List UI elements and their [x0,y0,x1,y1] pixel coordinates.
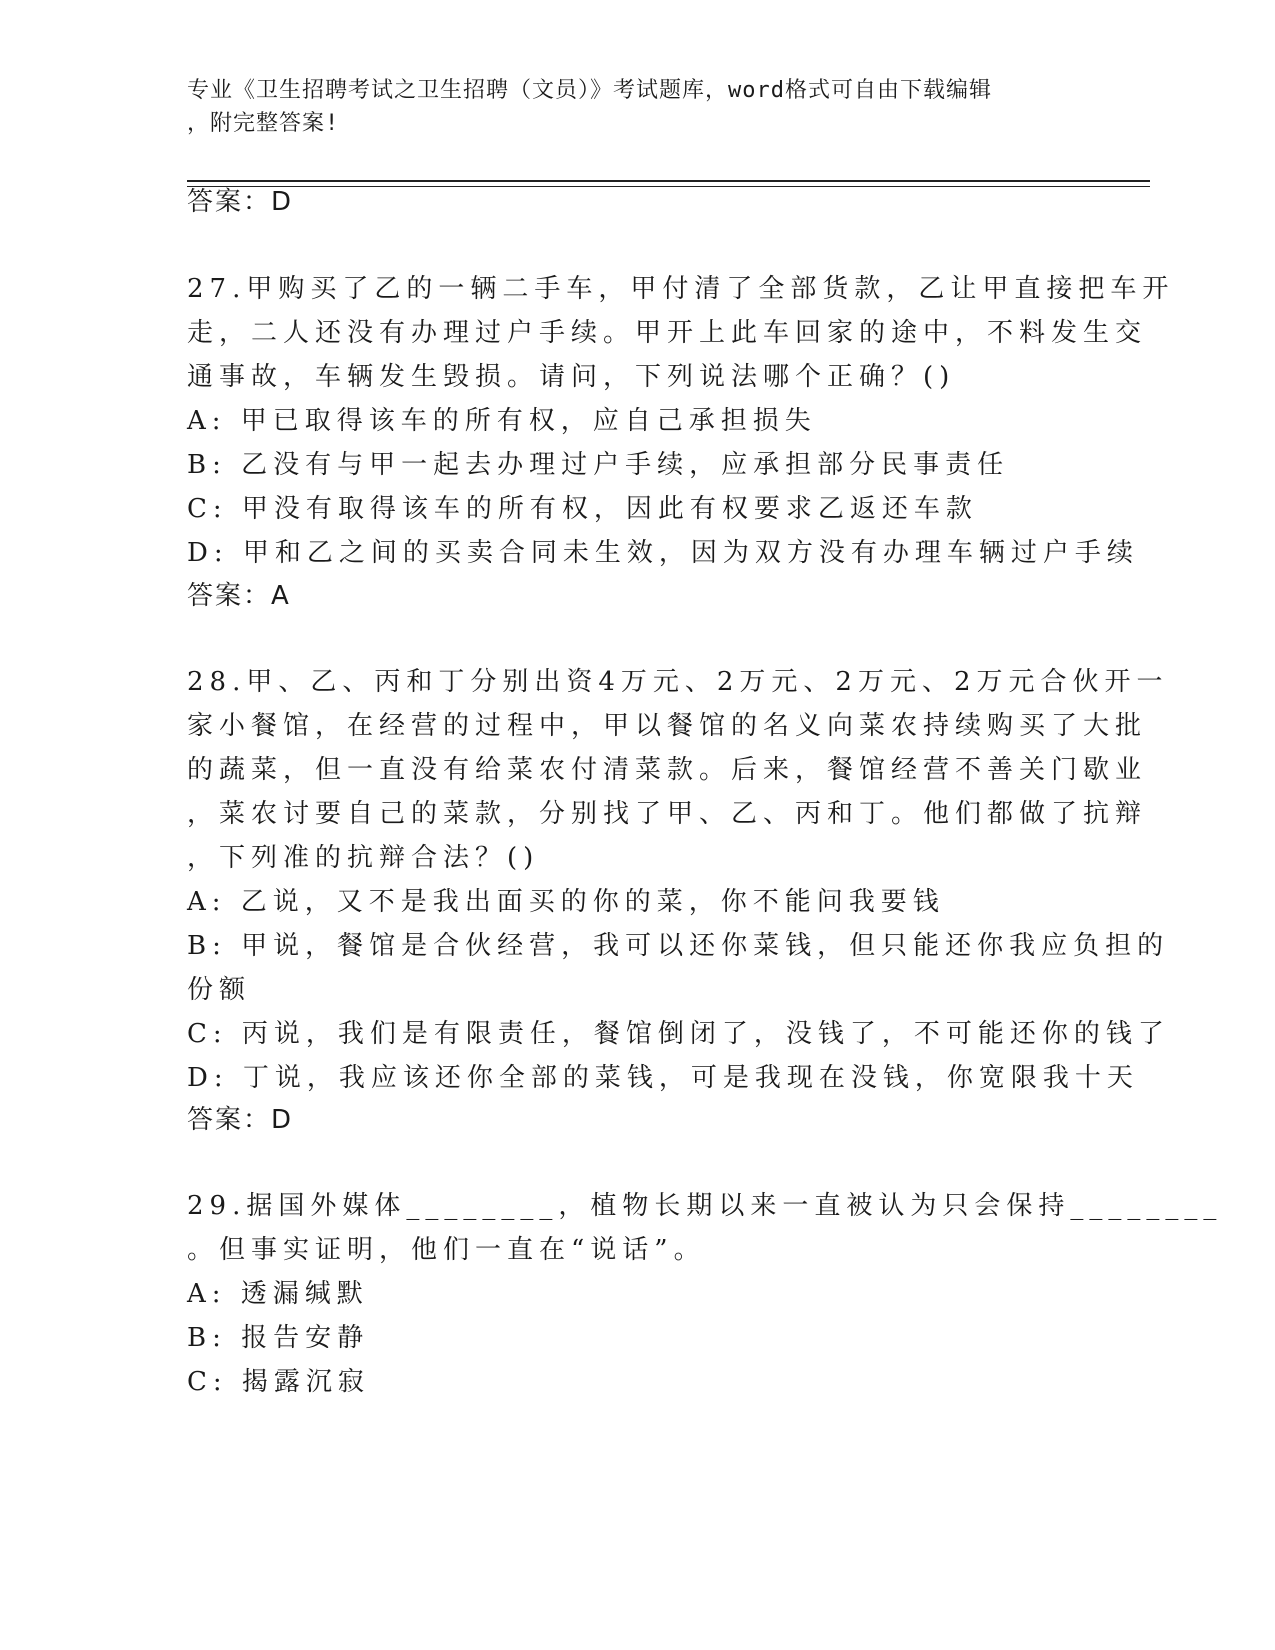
question-28-line-2: 家小餐馆，在经营的过程中，甲以餐馆的名义向菜农持续购买了大批 [187,711,1148,741]
question-29-option-b: B: 报告安静 [187,1323,370,1353]
question-28-option-b-continued: 份额 [187,975,252,1005]
question-28-option-c: C: 丙说，我们是有限责任，餐馆倒闭了，没钱了，不可能还你的钱了 [187,1019,1170,1049]
question-28-line-5: ，下列准的抗辩合法？() [187,843,540,873]
header-line-1: 专业《卫生招聘考试之卫生招聘（文员）》考试题库，word格式可自由下载编辑 [187,78,992,103]
answer-previous: 答案：D [187,187,294,217]
question-29-option-c: C: 揭露沉寂 [187,1367,370,1397]
question-29-option-a: A: 透漏缄默 [187,1279,369,1309]
question-27-option-c: C: 甲没有取得该车的所有权，因此有权要求乙返还车款 [187,494,978,524]
question-27-option-b: B: 乙没有与甲一起去办理过户手续，应承担部分民事责任 [187,450,1010,480]
page-header [187,74,1067,140]
question-28-line-3: 的蔬菜，但一直没有给菜农付清菜款。后来，餐馆经营不善关门歇业 [187,755,1148,785]
question-29-line-2: 。但事实证明，他们一直在“说话”。 [187,1235,706,1265]
question-27-answer: 答案：A [187,581,291,611]
question-27-option-d: D: 甲和乙之间的买卖合同未生效，因为双方没有办理车辆过户手续 [187,538,1139,568]
question-27-option-a: A: 甲已取得该车的所有权，应自己承担损失 [187,406,817,436]
question-28-option-b: B: 甲说，餐馆是合伙经营，我可以还你菜钱，但只能还你我应负担的 [187,931,1170,961]
question-27-line-1: 27.甲购买了乙的一辆二手车，甲付清了全部货款，乙让甲直接把车开 [187,274,1175,304]
question-28-option-a: A: 乙说，又不是我出面买的你的菜，你不能问我要钱 [187,887,945,917]
question-27-line-2: 走，二人还没有办理过户手续。甲开上此车回家的途中，不料发生交 [187,318,1148,348]
header-line-2: ，附完整答案! [187,111,340,136]
question-27-line-3: 通事故，车辆发生毁损。请问，下列说法哪个正确？() [187,362,956,392]
question-28-line-1: 28.甲、乙、丙和丁分别出资4万元、2万元、2万元、2万元合伙开一 [187,667,1169,697]
question-28-answer: 答案：D [187,1105,294,1135]
header-divider-thick [187,180,1150,182]
header-divider-thin [187,186,1150,187]
question-28-option-d: D: 丁说，我应该还你全部的菜钱，可是我现在没钱，你宽限我十天 [187,1063,1139,1093]
question-29-line-1: 29.据国外媒体________，植物长期以来一直被认为只会保持________ [187,1191,1223,1221]
question-28-line-4: ，菜农讨要自己的菜款，分别找了甲、乙、丙和丁。他们都做了抗辩 [187,799,1148,829]
